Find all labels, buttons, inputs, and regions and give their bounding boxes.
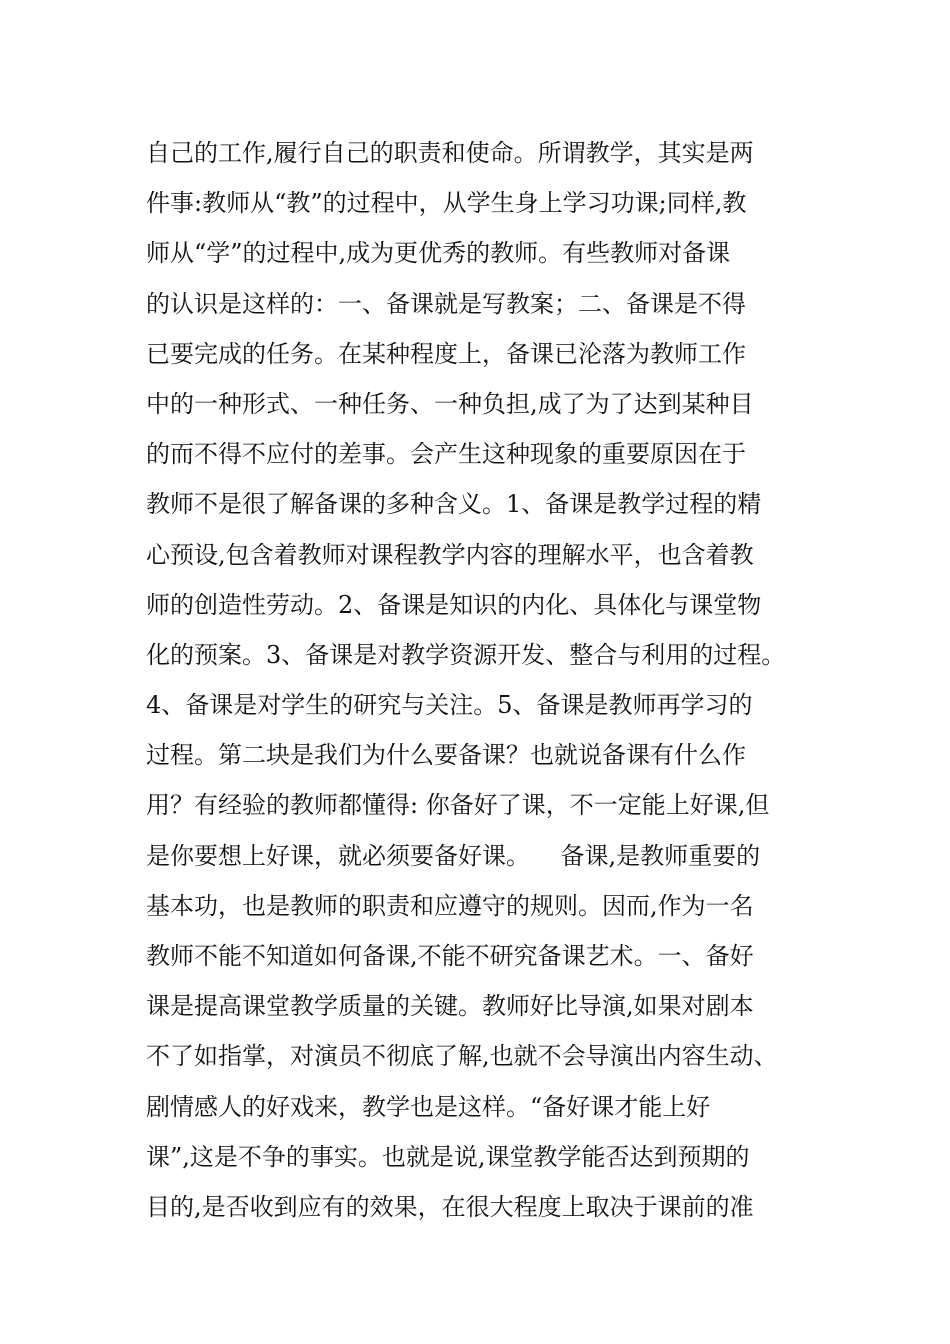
text-line: 已要完成的任务。在某种程度上，备课已沦落为教师工作 — [146, 339, 746, 368]
text-line: 剧情感人的好戏来，教学也是这样。“备好课才能上好 — [146, 1092, 711, 1121]
text-line: 课”,这是不争的事实。也就是说,课堂教学能否达到预期的 — [146, 1142, 750, 1171]
text-line: 目的,是否收到应有的效果，在很大程度上取决于课前的准 — [146, 1192, 754, 1221]
text-line: 过程。第二块是我们为什么要备课？也就说备课有什么作 — [146, 741, 746, 770]
text-line: 教师不能不知道如何备课,不能不研究备课艺术。一、备好 — [146, 942, 754, 970]
body-text — [146, 128, 846, 1232]
text-line: 化的预案。3、备课是对教学资源开发、整合与利用的过程。 — [146, 640, 786, 669]
text-line: 自己的工作,履行自己的职责和使命。所谓教学，其实是两 — [146, 139, 754, 167]
text-line: 教师不是很了解备课的多种含义。1、备课是教学过程的精 — [146, 490, 762, 519]
text-line: 不了如指掌，对演员不彻底了解,也就不会导演出内容生动、 — [146, 1042, 778, 1071]
text-line: 师的创造性劳动。2、备课是知识的内化、具体化与课堂物 — [146, 590, 762, 619]
text-line: 的而不得不应付的差事。会产生这种现象的重要原因在于 — [146, 440, 746, 469]
text-line: 是你要想上好课，就必须要备好课。 备课,是教师重要的 — [146, 841, 761, 870]
text-line: 心预设,包含着教师对课程教学内容的理解水平，也含着教 — [146, 540, 754, 569]
text-line: 课是提高课堂教学质量的关键。教师好比导演,如果对剧本 — [146, 992, 754, 1021]
text-line: 4、备课是对学生的研究与关注。5、备课是教师再学习的 — [146, 691, 753, 720]
text-line: 的认识是这样的：一、备课就是写教案；二、备课是不得 — [146, 289, 746, 318]
text-line: 师从“学”的过程中,成为更优秀的教师。有些教师对备课 — [146, 239, 731, 268]
text-line: 基本功，也是教师的职责和应遵守的规则。因而,作为一名 — [146, 891, 754, 920]
text-line: 中的一种形式、一种任务、一种负担,成了为了达到某种目 — [146, 389, 754, 418]
text-line: 用？有经验的教师都懂得: 你备好了课，不一定能上好课,但 — [146, 791, 770, 820]
text-line: 件事:教师从“教”的过程中，从学生身上学习功课;同样,教 — [146, 189, 747, 218]
